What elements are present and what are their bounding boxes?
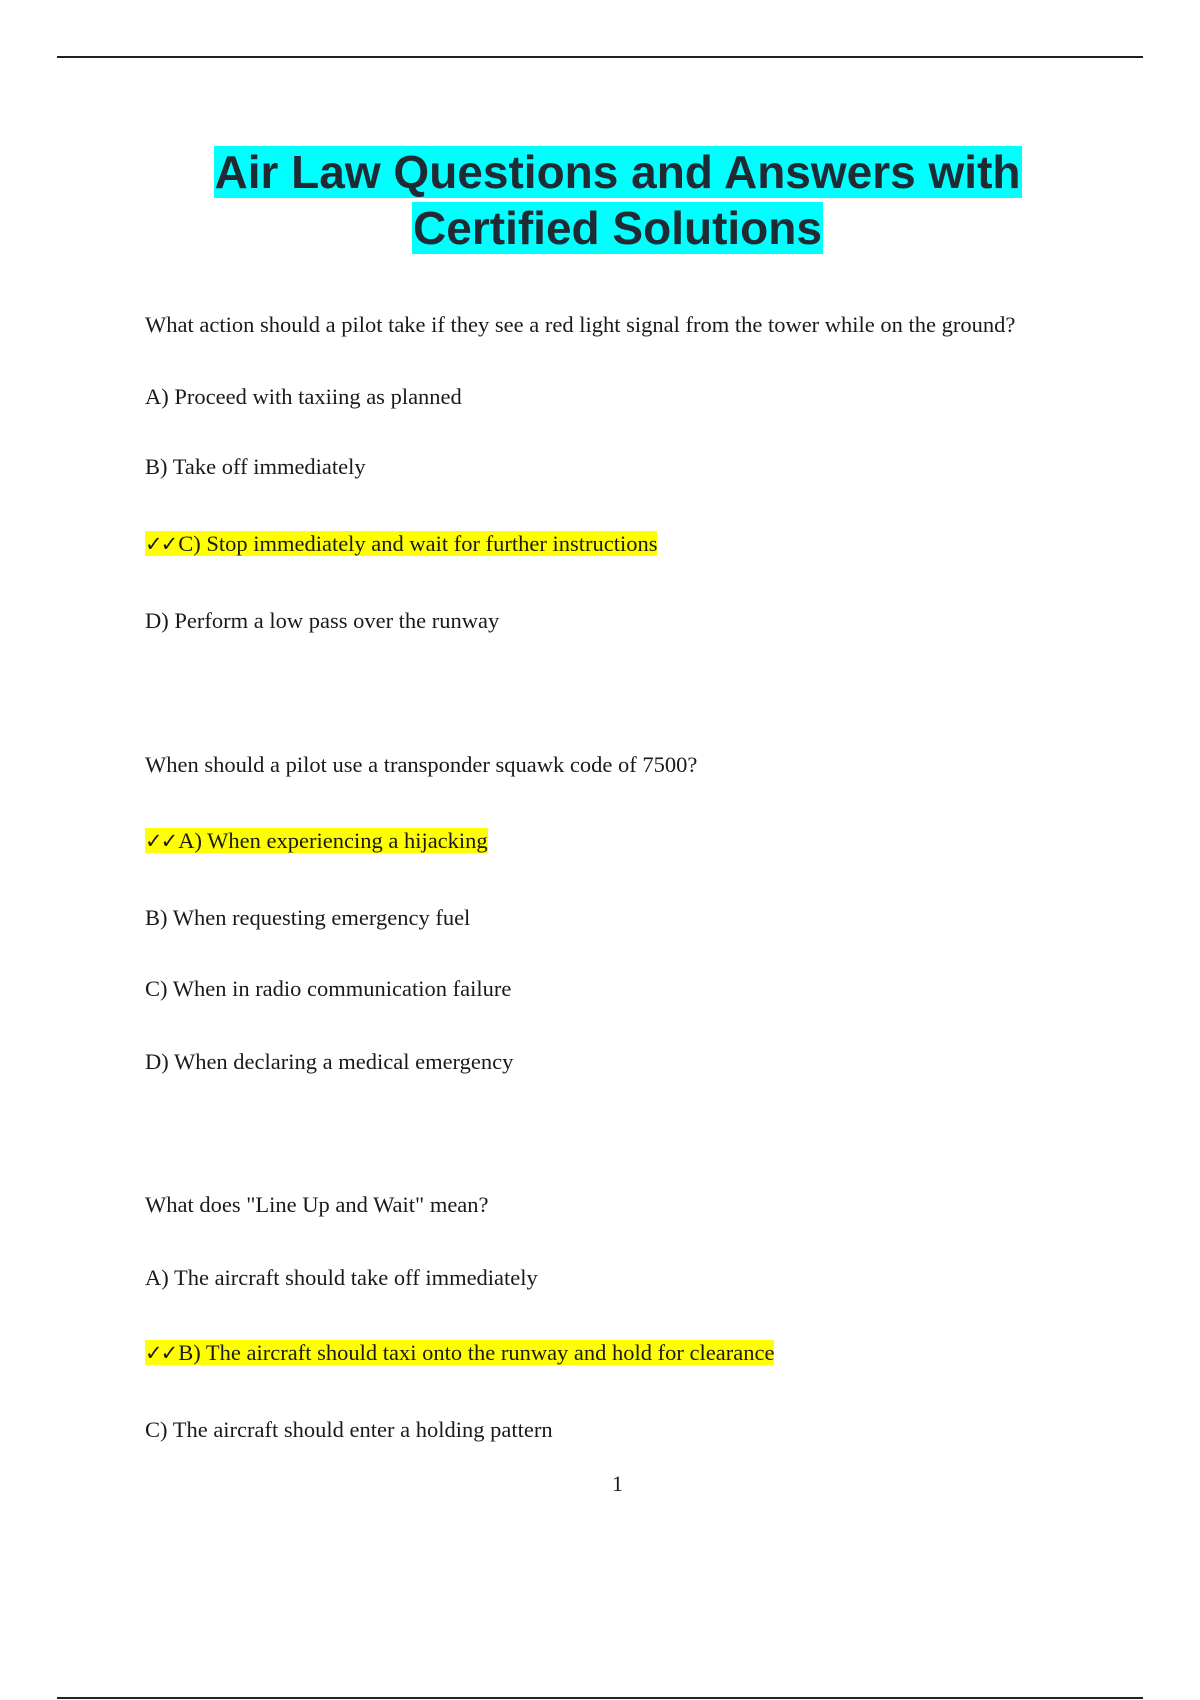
question-1: What action should a pilot take if they see a red light signal from the tower while on the ground? bbox=[145, 312, 1016, 337]
q3-option-a: A) The aircraft should take off immediately bbox=[145, 1265, 538, 1290]
title-line-2: Certified Solutions bbox=[413, 202, 822, 254]
question-2: When should a pilot use a transponder squawk code of 7500? bbox=[145, 752, 698, 777]
answer-highlight bbox=[145, 1340, 774, 1365]
q1-option-a: A) Proceed with taxiing as planned bbox=[145, 384, 462, 409]
q3-option-b-text: B) The aircraft should taxi onto the runway and hold for clearance bbox=[178, 1340, 775, 1365]
q2-option-a-text: A) When experiencing a hijacking bbox=[178, 828, 488, 853]
document-title bbox=[0, 144, 1200, 256]
answer-highlight bbox=[145, 531, 657, 556]
q1-option-c-text: C) Stop immediately and wait for further instructions bbox=[178, 531, 658, 556]
q1-option-d: D) Perform a low pass over the runway bbox=[145, 608, 500, 633]
bottom-rule bbox=[57, 1697, 1143, 1699]
double-check-icon: ✓✓ bbox=[145, 829, 177, 853]
q3-option-c: C) The aircraft should enter a holding pattern bbox=[145, 1417, 553, 1442]
title-line-1: Air Law Questions and Answers with bbox=[214, 146, 1021, 198]
q1-option-c-correct bbox=[145, 530, 657, 558]
q2-option-c: C) When in radio communication failure bbox=[145, 976, 512, 1001]
answer-highlight bbox=[145, 828, 488, 853]
double-check-icon: ✓✓ bbox=[145, 532, 177, 556]
q3-option-b-correct bbox=[145, 1339, 774, 1367]
q1-option-b: B) Take off immediately bbox=[145, 454, 366, 479]
double-check-icon: ✓✓ bbox=[145, 1341, 177, 1365]
q2-option-b: B) When requesting emergency fuel bbox=[145, 905, 471, 930]
page-number: 1 bbox=[612, 1471, 623, 1496]
question-3: What does "Line Up and Wait" mean? bbox=[145, 1192, 489, 1217]
q2-option-a-correct bbox=[145, 827, 488, 855]
top-rule bbox=[57, 56, 1143, 58]
q2-option-d: D) When declaring a medical emergency bbox=[145, 1049, 514, 1074]
